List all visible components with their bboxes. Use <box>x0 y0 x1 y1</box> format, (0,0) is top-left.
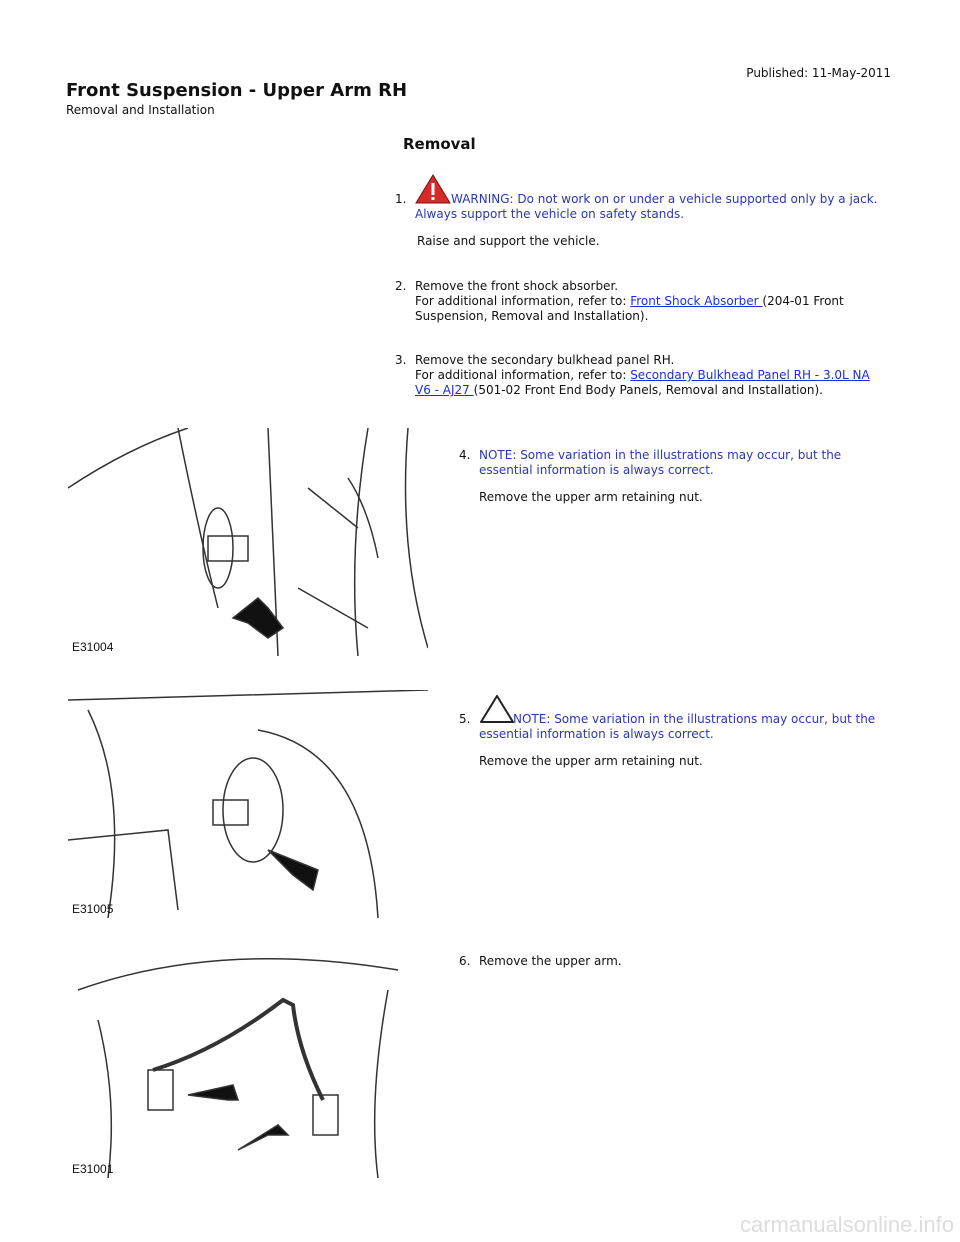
step-text: Raise and support the vehicle. <box>417 234 600 248</box>
step-text: Remove the upper arm retaining nut. <box>479 754 703 768</box>
figure-label: E31004 <box>72 640 114 654</box>
step-number: 6. <box>459 954 471 968</box>
link-secondary-bulkhead-panel[interactable]: Secondary Bulkhead Panel RH - 3.0L NA V6 - AJ27 <box>415 368 870 397</box>
step-text: Remove the upper arm retaining nut. <box>479 490 703 504</box>
suspension-drawing <box>68 428 428 656</box>
step-number: 4. <box>459 448 471 462</box>
figure-label: E31001 <box>72 1162 114 1176</box>
step-text: Remove the upper arm. <box>479 954 622 968</box>
step-1 <box>395 192 885 249</box>
suspension-drawing <box>68 950 428 1178</box>
ref-suffix: (204-01 Front Suspension, Removal and Installation). <box>415 294 844 323</box>
step-text: Remove the front shock absorber. <box>415 279 619 293</box>
illustration-e31001 <box>68 950 428 1178</box>
suspension-drawing <box>68 690 428 918</box>
step-number: 5. <box>459 712 471 726</box>
ref-prefix: For additional information, refer to: <box>415 368 631 382</box>
ref-suffix: (501-02 Front End Body Panels, Removal and Installation). <box>473 383 823 397</box>
page-title: Front Suspension - Upper Arm RH <box>66 80 408 101</box>
section-heading: Removal <box>403 135 476 153</box>
step-6 <box>459 954 879 969</box>
step-5 <box>459 712 879 769</box>
watermark: carmanualsonline.info <box>739 1212 954 1237</box>
ref-prefix: For additional information, refer to: <box>415 294 631 308</box>
warning-text: WARNING: Do not work on or under a vehicle supported only by a jack. Always support the vehicle on safety stands. <box>415 192 878 221</box>
step-number: 2. <box>395 279 407 293</box>
step-number: 1. <box>395 192 407 206</box>
published-date: Published: 11-May-2011 <box>746 66 891 80</box>
illustration-e31004 <box>68 428 428 656</box>
illustration-e31005 <box>68 690 428 918</box>
note-text: NOTE: Some variation in the illustrations may occur, but the essential information is always correct. <box>479 448 842 477</box>
warning-icon <box>415 174 451 204</box>
step-text: Remove the secondary bulkhead panel RH. <box>415 353 675 367</box>
step-2 <box>395 279 885 324</box>
step-number: 3. <box>395 353 407 367</box>
figure-label: E31005 <box>72 902 114 916</box>
page-subtitle: Removal and Installation <box>66 103 215 117</box>
link-front-shock-absorber[interactable]: Front Shock Absorber <box>630 294 763 308</box>
step-3 <box>395 353 885 398</box>
note-text: NOTE: Some variation in the illustrations may occur, but the essential information is always correct. <box>479 712 876 741</box>
note-icon <box>479 694 515 724</box>
step-4 <box>459 448 879 505</box>
